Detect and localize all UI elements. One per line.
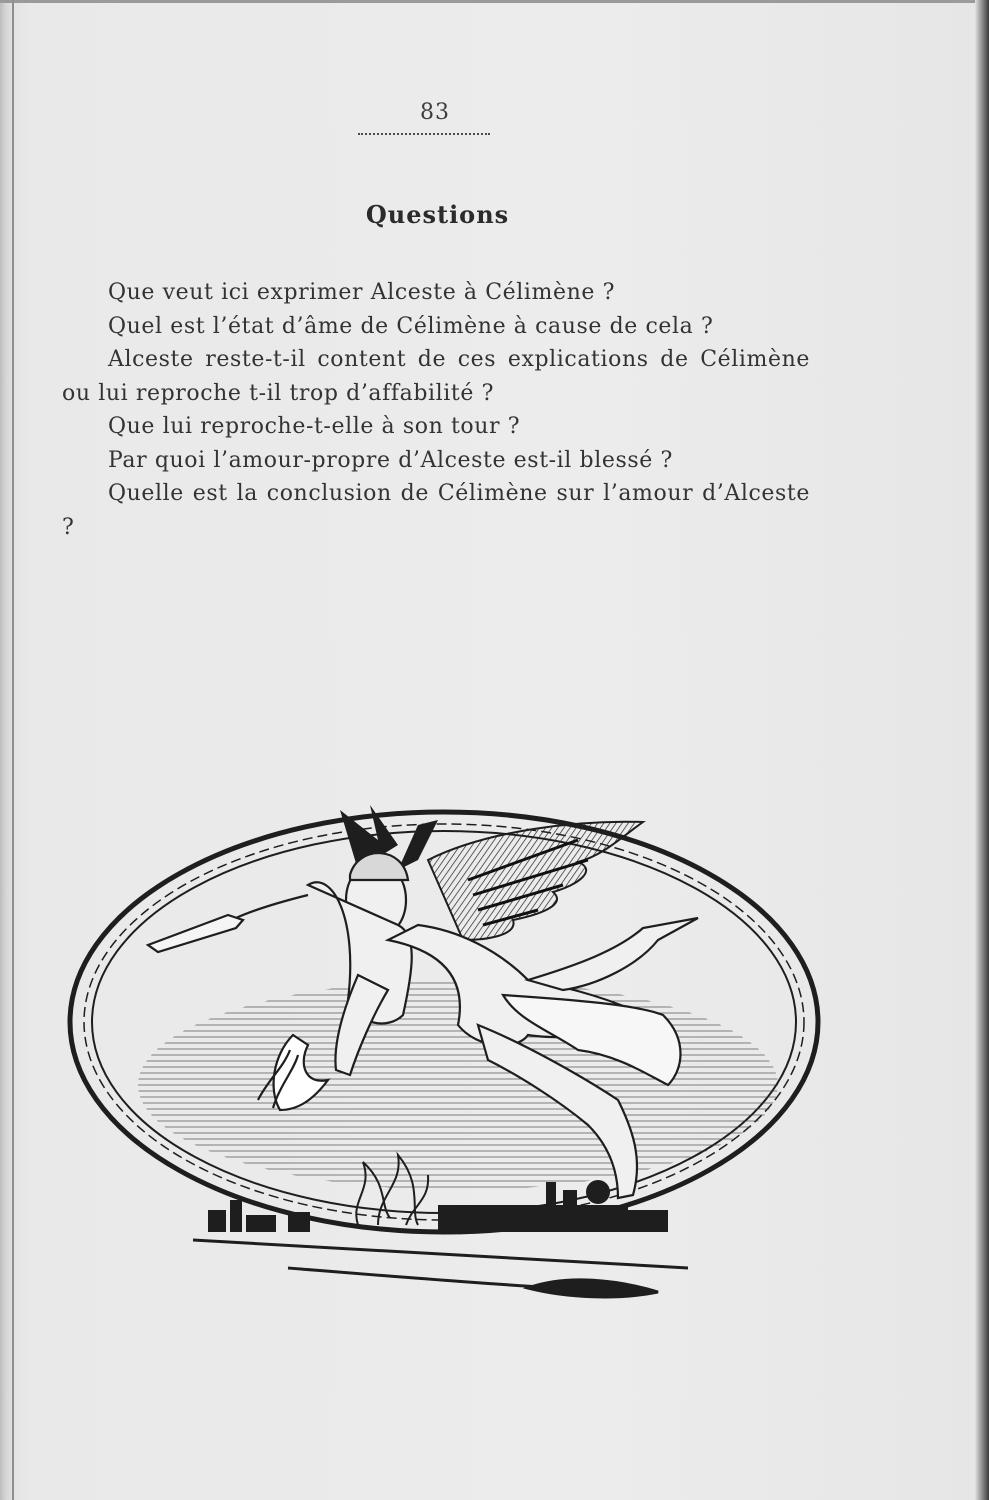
question-1: Que veut ici exprimer Alceste à Célimène ? [108,280,616,305]
questions-list [62,276,810,544]
section-heading: Questions [365,200,510,229]
question-6: Quelle est la conclusion de Célimène sur l’amour d’Alceste ? [62,481,810,540]
winged-figure-illustration [58,800,838,1310]
page-top-edge [0,0,989,3]
question-5: Par quoi l’amour-propre d’Alceste est-il blessé ? [108,447,673,473]
question-3: Alceste reste-t-il content de ces explications de Célimène ou lui reproche t-il trop d’affabilité ? [62,347,810,406]
question-4: Que lui reproche-t-elle à son tour ? [108,414,521,439]
right-wing [428,822,643,940]
question-2: Quel est l’état d’âme de Célimène à cause de cela ? [108,313,714,339]
page-right-edge [975,0,989,1500]
page-number: 83 [420,100,450,125]
ground [193,1240,688,1297]
dotted-rule [358,133,490,135]
sky-hatching [138,980,778,1190]
